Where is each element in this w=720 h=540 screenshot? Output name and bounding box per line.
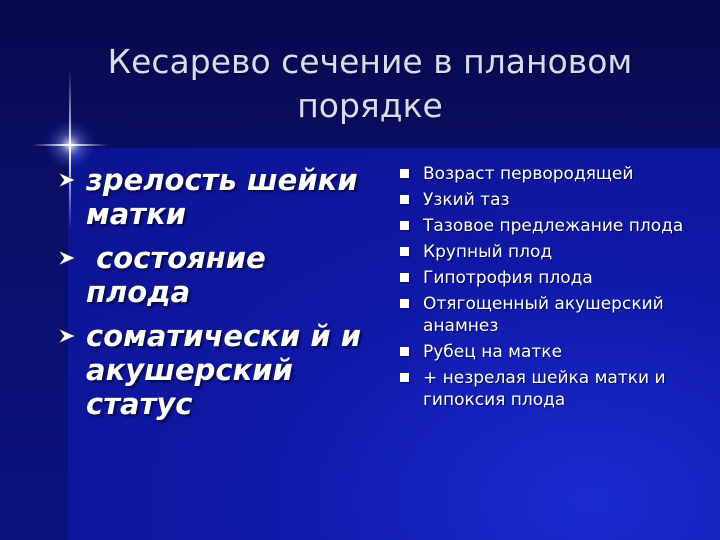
- right-list-item: [398, 189, 698, 211]
- left-list-item: [58, 241, 368, 309]
- left-list-item: [58, 319, 368, 421]
- right-list-item: [398, 293, 698, 337]
- square-bullet-icon: [400, 273, 409, 282]
- right-item-label: Возраст первородящей: [423, 164, 634, 184]
- left-list-item: [58, 163, 368, 231]
- right-list-item: [398, 163, 698, 185]
- right-list-item: [398, 267, 698, 289]
- left-item-label: зрелость шейки матки: [86, 163, 358, 231]
- arrow-bullet-icon: [58, 328, 76, 344]
- right-item-label: Гипотрофия плода: [423, 268, 593, 288]
- right-item-label: Рубец на матке: [423, 342, 563, 362]
- right-item-label: Узкий таз: [423, 190, 510, 210]
- slide-title: Кесарево сечение в плановом порядке: [107, 42, 633, 125]
- right-list-item: [398, 241, 698, 263]
- right-bullet-list: [398, 163, 698, 415]
- square-bullet-icon: [400, 247, 409, 256]
- left-bullet-list: [58, 163, 368, 431]
- left-item-label: состояние плода: [86, 241, 276, 309]
- right-list-item: [398, 367, 698, 411]
- right-item-label: Тазовое предлежание плода: [423, 216, 684, 236]
- square-bullet-icon: [400, 299, 409, 308]
- square-bullet-icon: [400, 347, 409, 356]
- square-bullet-icon: [400, 195, 409, 204]
- right-item-label: + незрелая шейка матки и гипоксия плода: [423, 368, 666, 410]
- right-list-item: [398, 215, 698, 237]
- arrow-bullet-icon: [58, 250, 76, 266]
- right-item-label: Отягощенный акушерский анамнез: [423, 294, 664, 336]
- right-list-item: [398, 341, 698, 363]
- arrow-bullet-icon: [58, 172, 76, 188]
- square-bullet-icon: [400, 221, 409, 230]
- square-bullet-icon: [400, 373, 409, 382]
- left-item-label: соматически й и акушерский статус: [86, 319, 362, 421]
- right-item-label: Крупный плод: [423, 242, 553, 262]
- square-bullet-icon: [400, 169, 409, 178]
